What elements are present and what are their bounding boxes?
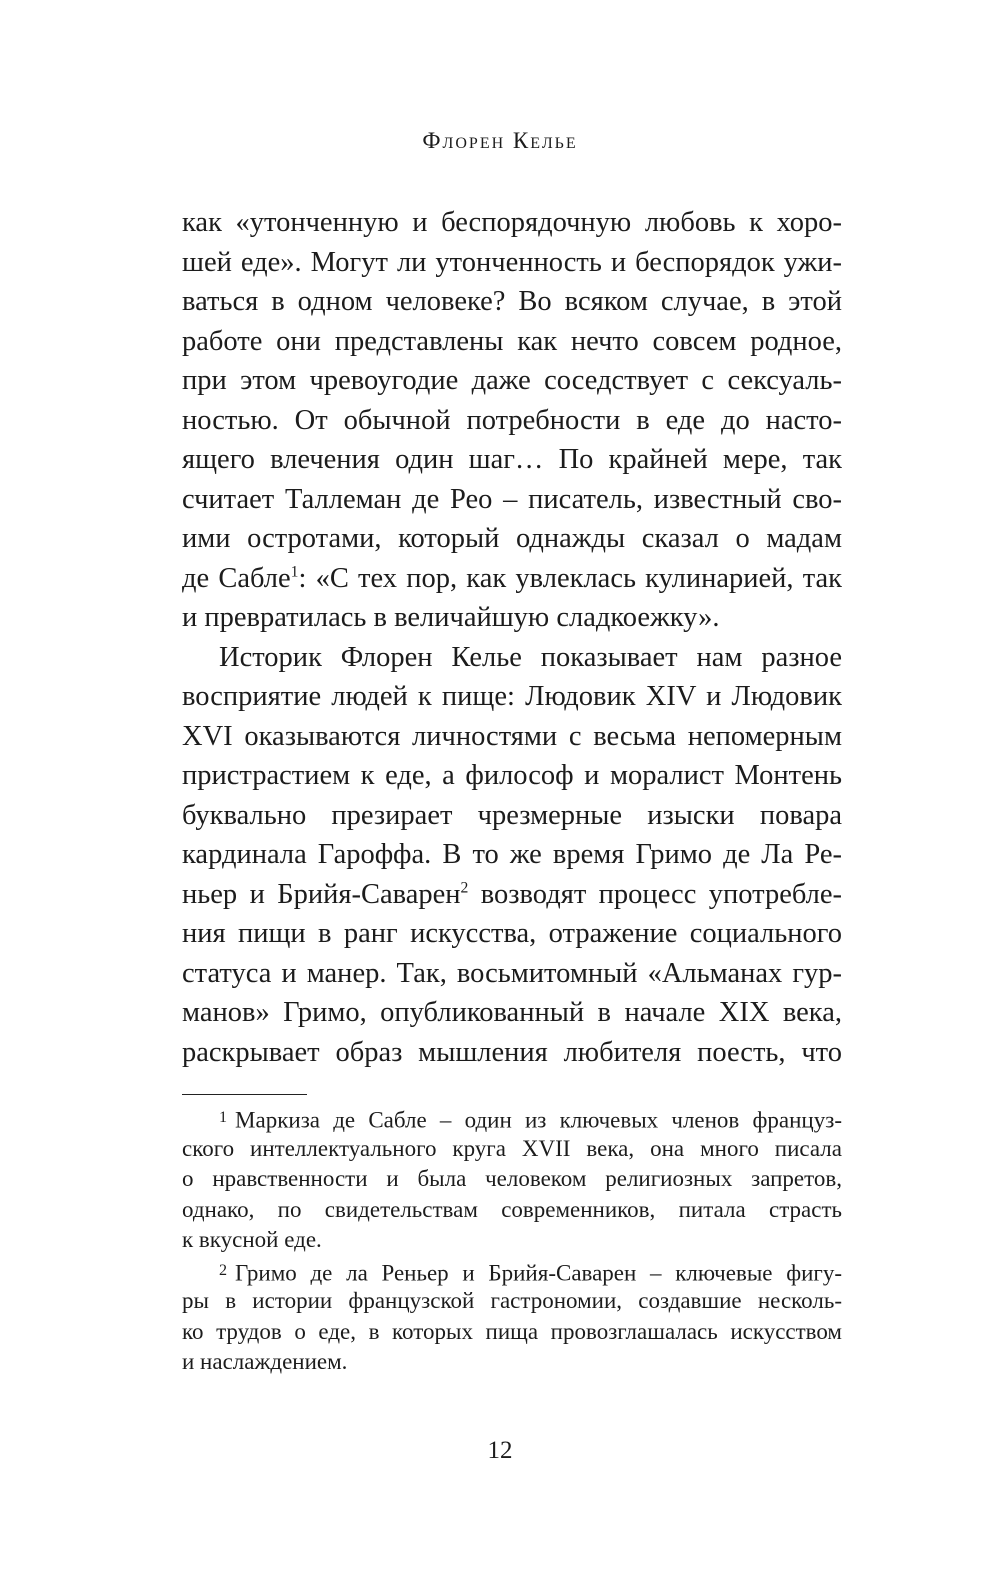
text-line: статуса и манер. Так, восьмитомный «Альманах гур- <box>182 957 842 989</box>
page-number: 12 <box>487 1437 513 1464</box>
text-line: восприятие людей к пище: Людовик XIV и Людовик <box>182 681 842 712</box>
text-line: пристрастием к еде, а философ и моралист Монтень <box>182 760 842 791</box>
footnote-line: о нравственности и была человеком религиозных запретов, <box>182 1166 842 1191</box>
text-fragment: возводят процесс употребле- <box>468 878 842 910</box>
text-line: Историк Флорен Келье показывает нам разное <box>219 641 842 673</box>
footnote-number: 2 <box>219 1261 228 1279</box>
footnote-2 <box>182 1256 842 1378</box>
text-line: шей еде». Могут ли утонченность и беспорядок ужи- <box>182 246 842 278</box>
text-line: буквально презирает чрезмерные изыски повара <box>182 799 842 831</box>
text-line: манов» Гримо, опубликованный в начале XIX века, <box>182 997 842 1028</box>
footnote-line <box>182 1103 842 1134</box>
footnote-line: и наслаждением. <box>182 1349 348 1374</box>
text-line: кардинала Гароффа. В то же время Гримо де Ла Ре- <box>182 839 842 870</box>
text-line: ими остротами, который однажды сказал о мадам <box>182 523 842 554</box>
footnote-line <box>182 1256 842 1287</box>
text-line: считает Таллеман де Рео – писатель, известный сво- <box>182 483 842 515</box>
text-line: ваться в одном человеке? Во всяком случае, в этой <box>182 286 842 317</box>
footnote-line: однако, по свидетельствам современников, питала страсть <box>182 1196 842 1222</box>
footnote-line: к вкусной еде. <box>182 1227 322 1252</box>
footnote-divider <box>182 1094 307 1095</box>
text-fragment: ньер и Брийя-Саварен <box>182 878 461 910</box>
footnote-text: Маркиза де Сабле – один из ключевых членов француз- <box>235 1107 842 1133</box>
footnote-line: ского интеллектуального круга XVII века, она много писала <box>182 1135 842 1161</box>
body-text <box>182 203 842 1072</box>
running-head: Флорен Келье <box>422 128 578 153</box>
footnotes <box>182 1103 842 1378</box>
text-fragment: : «С тех пор, как увлеклась кулинарией, так <box>298 562 842 594</box>
footnote-number: 1 <box>219 1109 228 1126</box>
text-line: ния пищи в ранг искусства, отражение социального <box>182 918 842 949</box>
text-line: работе они представлены как нечто совсем родное, <box>182 325 842 357</box>
text-line <box>182 875 842 915</box>
text-fragment: де Сабле <box>182 562 291 594</box>
text-line: ящего влечения один шаг… По крайней мере, так <box>182 444 842 475</box>
text-line: как «утонченную и беспорядочную любовь к хоро- <box>182 207 842 238</box>
text-line: и превратилась в величайшую сладкоежку». <box>182 602 720 633</box>
footnote-1 <box>182 1103 842 1256</box>
text-line: ностью. От обычной потребности в еде до насто- <box>182 404 842 436</box>
footnote-text: Гримо де ла Реньер и Брийя-Саварен – ключевые фигу- <box>235 1260 842 1286</box>
text-line <box>182 559 842 599</box>
text-line: XVI оказываются личностями с весьма непомерным <box>182 720 842 752</box>
footnote-ref-1[interactable]: 1 <box>290 563 299 580</box>
footnote-ref-2[interactable]: 2 <box>460 879 469 896</box>
footnote-line: ко трудов о еде, в которых пища провозглашалась искусством <box>182 1318 842 1344</box>
text-line: при этом чревоугодие даже соседствует с сексуаль- <box>182 365 842 396</box>
text-line: раскрывает образ мышления любителя поесть, что <box>182 1036 842 1068</box>
footnote-line: ры в истории французской гастрономии, создавшие несколь- <box>182 1288 842 1313</box>
